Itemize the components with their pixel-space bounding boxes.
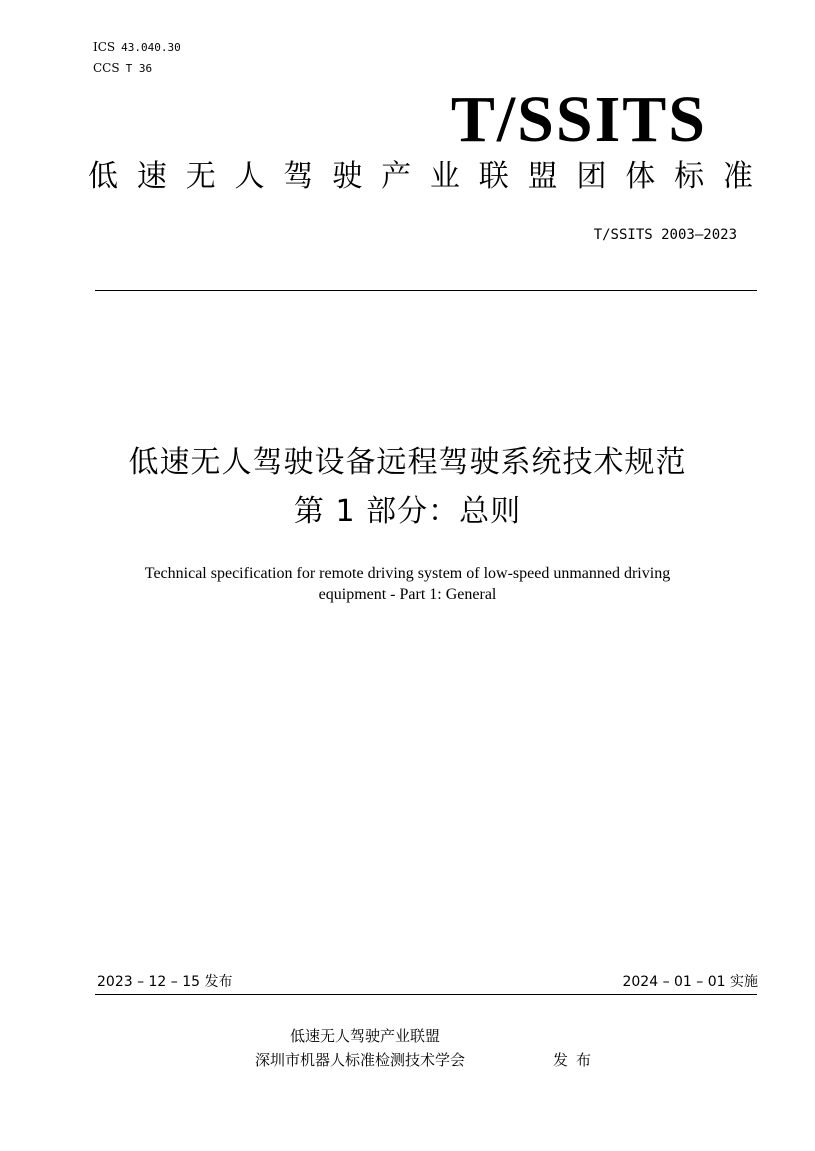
ccs-label: CCS <box>93 61 120 75</box>
document-subtitle: 第 1 部分：总则 <box>293 494 522 529</box>
org-title-char: 业 <box>429 159 460 194</box>
english-title-line-2: equipment - Part 1: General <box>318 586 497 603</box>
english-title-line-1: Technical specification for remote driving system of low-speed unmanned driving <box>144 565 671 582</box>
org-title-char: 驾 <box>283 159 314 194</box>
footer-divider <box>95 994 757 995</box>
org-title-char: 准 <box>722 159 753 194</box>
org-title-char: 体 <box>625 159 656 194</box>
org-title-char: 产 <box>381 159 412 194</box>
org-title-char: 人 <box>234 159 265 194</box>
standard-brand: T/SSITS <box>450 83 707 156</box>
issue-date: 2023 – 12 – 15 发布 <box>97 974 233 990</box>
document-title: 低速无人驾驶设备远程驾驶系统技术规范 <box>128 445 687 480</box>
org-title-char: 标 <box>674 159 705 194</box>
standard-number: T/SSITS 2003—2023 <box>593 227 737 243</box>
org-title-char: 速 <box>136 159 167 194</box>
implementation-date: 2024 – 01 – 01 实施 <box>622 974 758 990</box>
org-title-char: 低 <box>88 159 118 194</box>
org-title-char: 驶 <box>332 159 363 194</box>
ccs-code: T 36 <box>125 62 153 75</box>
header-divider <box>95 290 757 291</box>
org-title-char: 盟 <box>527 159 558 194</box>
publisher-name-1: 低速无人驾驶产业联盟 <box>290 1027 441 1045</box>
org-title-char: 联 <box>478 159 509 194</box>
publisher-name-2: 深圳市机器人标准检测技术学会 <box>255 1051 466 1069</box>
ics-classification <box>93 40 181 55</box>
publish-label: 发布 <box>553 1051 600 1069</box>
ics-label: ICS <box>93 40 116 54</box>
org-title-char: 无 <box>185 159 216 194</box>
ics-code: 43.040.30 <box>121 41 181 54</box>
ccs-classification <box>93 61 152 76</box>
organization-standard-title <box>88 157 753 197</box>
org-title-char: 团 <box>576 159 607 194</box>
